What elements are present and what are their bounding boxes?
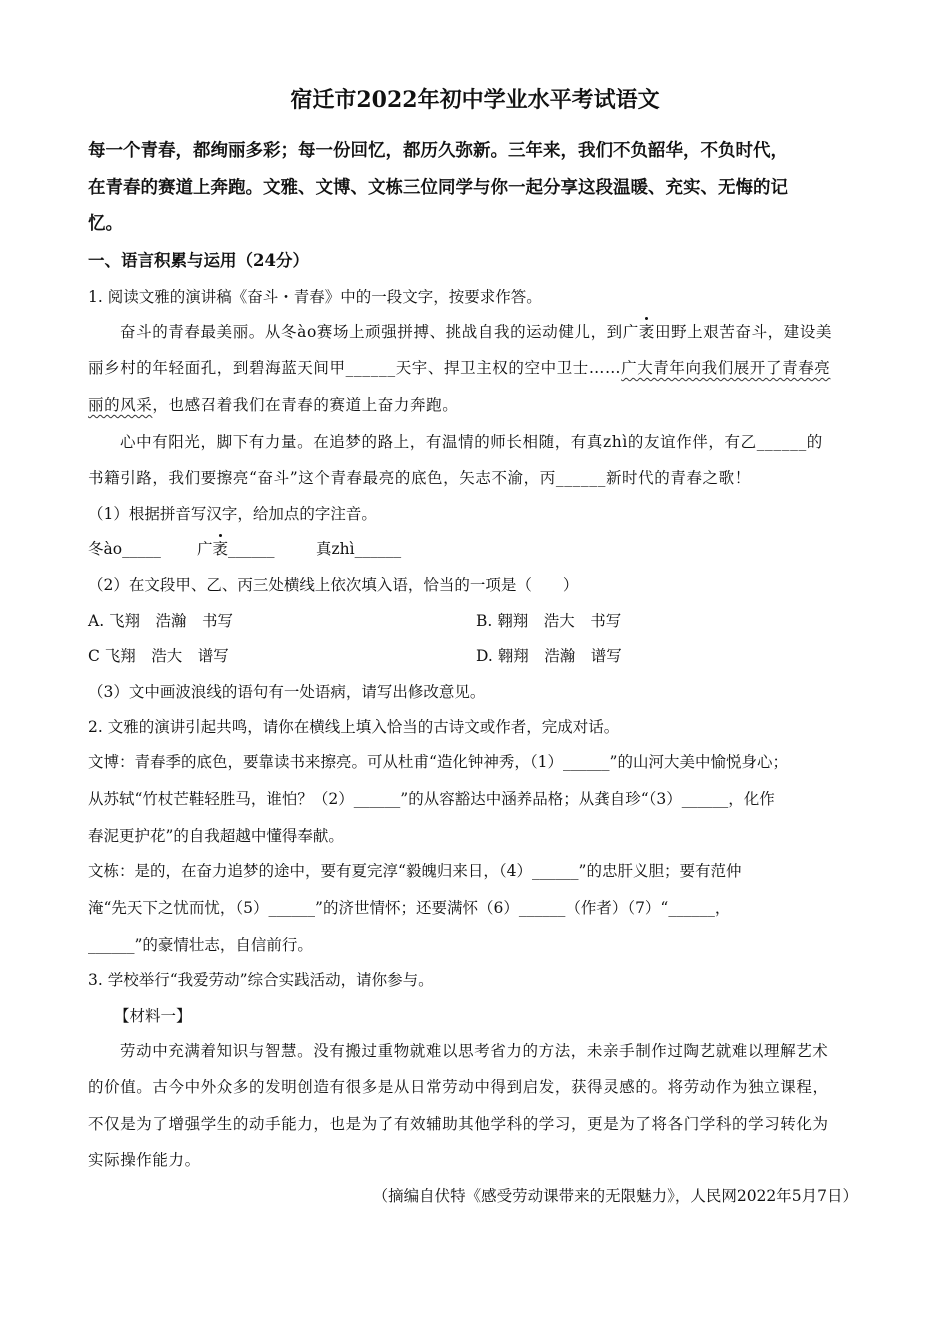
q2-line-1: 文博：青春季的底色，要靠读书来擦亮。可从杜甫“造化钟神秀，（1）______”的山河大美中愉悦身心； (88, 753, 788, 771)
option-b: B. 翱翔 浩大 书写 (476, 612, 622, 630)
q1-sub-2: （2）在文段甲、乙、丙三处横线上依次填入语，恰当的一项是（ ） (88, 576, 579, 594)
dotted-char: 袤 (638, 323, 655, 341)
q1-stem: 1. 阅读文雅的演讲稿《奋斗・青春》中的一段文字，按要求作答。 (88, 288, 542, 306)
passage-text: 丽乡村的年轻面孔，到碧海蓝天间甲______天宇、捍卫主权的空中卫士…… (88, 359, 622, 377)
blank-text: 广 (197, 540, 213, 558)
passage-text: 田野上艰苦奋斗，建设美 (654, 323, 833, 341)
q3-material-line-3: 不仅是为了增强学生的动手能力，也是为了有效辅助其他学科的学习，更是为了将各门学科的学习转化为 (88, 1115, 829, 1133)
dotted-char: 袤 (212, 540, 229, 558)
material-label: 【材料一】 (114, 1007, 192, 1025)
pinyin-blank-3: 真zhì______ (316, 540, 402, 558)
q2-line-2: 从苏轼“竹杖芒鞋轻胜马，谁怕？（2）______”的从容豁达中涵养品格；从龚自珍“（3）______，化作 (88, 790, 775, 808)
intro-line-3: 忆。 (88, 214, 123, 234)
option-c: C 飞翔 浩大 谱写 (88, 647, 229, 665)
q2-line-3: 春泥更护花”的自我超越中懂得奉献。 (88, 827, 344, 845)
q3-material-line-4: 实际操作能力。 (88, 1151, 201, 1169)
q1-passage-line-4: 心中有阳光，脚下有力量。在追梦的路上，有温情的师长相随，有真zhì的友谊作伴，有乙______的 (120, 433, 823, 451)
option-d: D. 翱翔 浩瀚 谱写 (476, 647, 622, 665)
q1-passage-line-5: 书籍引路，我们要擦亮“奋斗”这个青春最亮的底色，矢志不渝，丙______新时代的青春之歌！ (88, 469, 751, 487)
pinyin-blank-2 (197, 539, 275, 559)
wavy-underlined-text: 广大青年向我们展开了青春亮 (621, 359, 831, 377)
intro-line-1: 每一个青春，都绚丽多彩；每一份回忆，都历久弥新。三年来，我们不负韶华，不负时代， (88, 141, 788, 161)
pinyin-blank-1: 冬ào_____ (88, 540, 161, 558)
blank-text: ______ (228, 540, 275, 558)
q2-line-5: 淹“先天下之忧而忧，（5）______”的济世情怀；还要满怀（6）______（作者）（7）“______， (88, 899, 731, 917)
q1-sub-1: （1）根据拼音写汉字，给加点的字注音。 (88, 505, 377, 523)
q3-material-line-2: 的价值。古今中外众多的发明创造有很多是从日常劳动中得到启发，获得灵感的。将劳动作为独立课程， (88, 1078, 829, 1096)
material-source: （摘编自伏特《感受劳动课带来的无限魅力》，人民网2022年5月7日） (372, 1187, 858, 1205)
passage-text: 奋斗的青春最美丽。从冬ào赛场上顽强拼搏、挑战自我的运动健儿，到广 (120, 323, 639, 341)
passage-text: ，也感召着我们在青春的赛道上奋力奔跑。 (152, 396, 459, 414)
option-a: A. 飞翔 浩瀚 书写 (88, 612, 234, 630)
q2-stem: 2. 文雅的演讲引起共鸣，请你在横线上填入恰当的古诗文或作者，完成对话。 (88, 718, 620, 736)
q3-stem: 3. 学校举行“我爱劳动”综合实践活动，请你参与。 (88, 971, 434, 989)
q1-passage-line-1 (120, 322, 832, 342)
q1-passage-line-3 (88, 395, 458, 415)
q3-material-line-1: 劳动中充满着知识与智慧。没有搬过重物就难以思考省力的方法，未亲手制作过陶艺就难以理解艺术 (120, 1042, 829, 1060)
page-title: 宿迁市2022年初中学业水平考试语文 (290, 87, 660, 113)
section-heading: 一、语言积累与运用（24分） (88, 251, 309, 270)
q1-sub-3: （3）文中画波浪线的语句有一处语病，请写出修改意见。 (88, 683, 486, 701)
wavy-underlined-text: 丽的风采 (88, 396, 153, 414)
intro-line-2: 在青春的赛道上奔跑。文雅、文博、文栋三位同学与你一起分享这段温暖、充实、无悔的记 (88, 178, 788, 198)
q2-line-4: 文栋：是的，在奋力追梦的途中，要有夏完淳“毅魄归来日，（4）______”的忠肝义胆；要有范仲 (88, 862, 742, 880)
q1-passage-line-2 (88, 358, 830, 378)
q2-line-6: ______”的豪情壮志，自信前行。 (88, 936, 313, 954)
